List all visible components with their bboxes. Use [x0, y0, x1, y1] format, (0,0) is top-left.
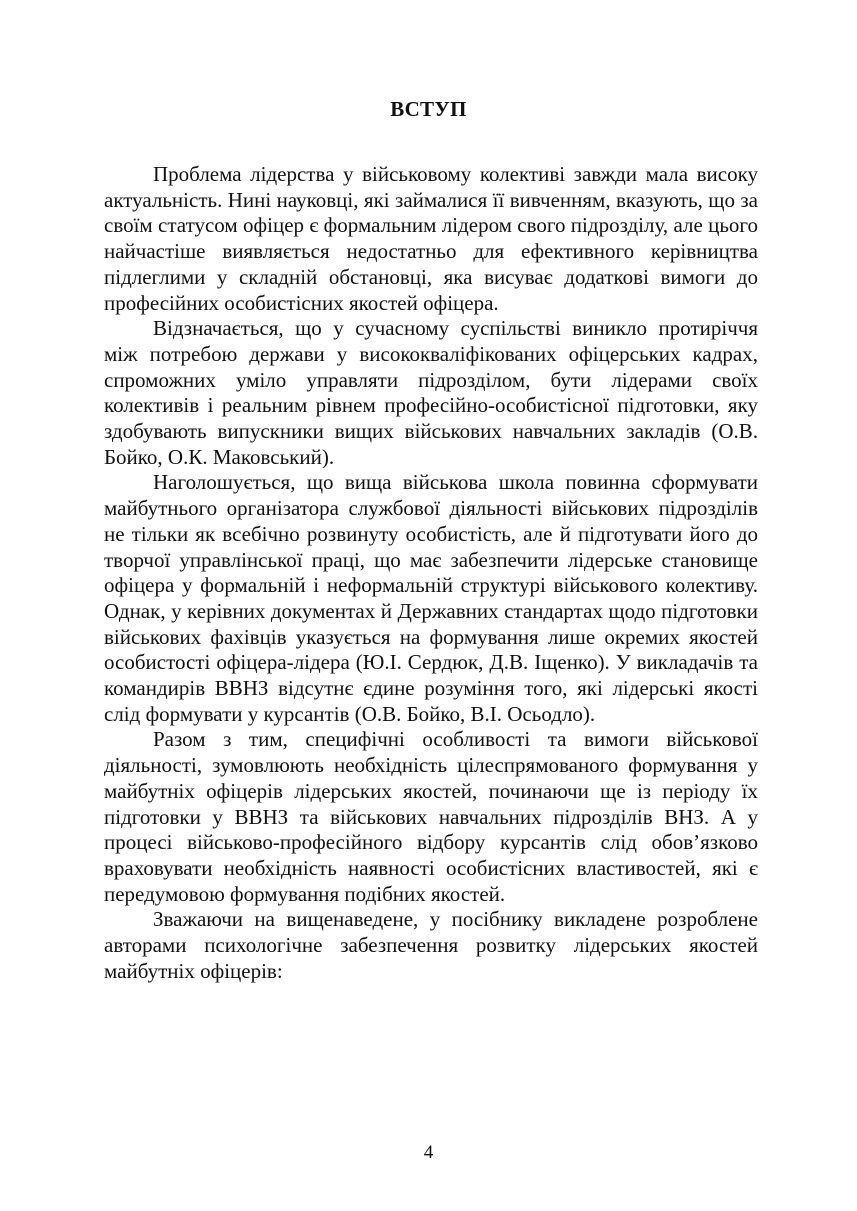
paragraph-4: Разом з тим, специфічні особливості та вимоги військової діяльності, зумовлюють необхідність цілеспрямованого формування у майбутніх офіцерів лідерських якостей, починаючи ще із періоду їх підготовки у ВВНЗ та військових навчальних підрозділів ВНЗ. А у процесі військово-професійного відбору курсантів слід обов’язково враховувати необхідність наявності особистісних властивостей, які є передумовою формування подібних якостей. [104, 727, 758, 906]
body-text [104, 162, 758, 985]
page-number: 4 [423, 1142, 434, 1163]
paragraph-3: Наголошується, що вища військова школа повинна сформувати майбутнього організатора службової діяльності військових підрозділів не тільки як всебічно розвинуту особистість, але й підготувати його до творчої управлінської праці, що має забезпечити лідерське становище офіцера у формальній і неформальній структурі військового колективу. Однак, у керівних документах й Державних стандартах щодо підготовки військових фахівців указується на формування лише окремих якостей особистості офіцера-лідера (Ю.І. Сердюк, Д.В. Іщенко). У викладачів та командирів ВВНЗ відсутнє єдине розуміння того, які лідерські якості слід формувати у курсантів (О.В. Бойко, В.І. Осьодло). [104, 470, 758, 726]
paragraph-5: Зважаючи на вищенаведене, у посібнику викладене розроблене авторами психологічне забезпечення розвитку лідерських якостей майбутніх офіцерів: [104, 907, 758, 983]
page-title: ВСТУП [390, 97, 467, 121]
paragraph-2: Відзначається, що у сучасному суспільстві виникло протиріччя між потребою держави у висококваліфікованих офіцерських кадрах, спроможних уміло управляти підрозділом, бути лідерами своїх колективів і реальним рівнем професійно-особистісної підготовки, яку здобувають випускники вищих військових навчальних закладів (О.В. Бойко, О.К. Маковський). [104, 316, 758, 469]
paragraph-1: Проблема лідерства у військовому колективі завжди мала високу актуальність. Нині науковці, які займалися її вивченням, вказують, що за своїм статусом офіцер є формальним лідером свого підрозділу, але цього найчастіше виявляється недостатньо для ефективного керівництва підлеглими у складній обстановці, яка висуває додаткові вимоги до професійних особистісних якостей офіцера. [104, 162, 758, 315]
